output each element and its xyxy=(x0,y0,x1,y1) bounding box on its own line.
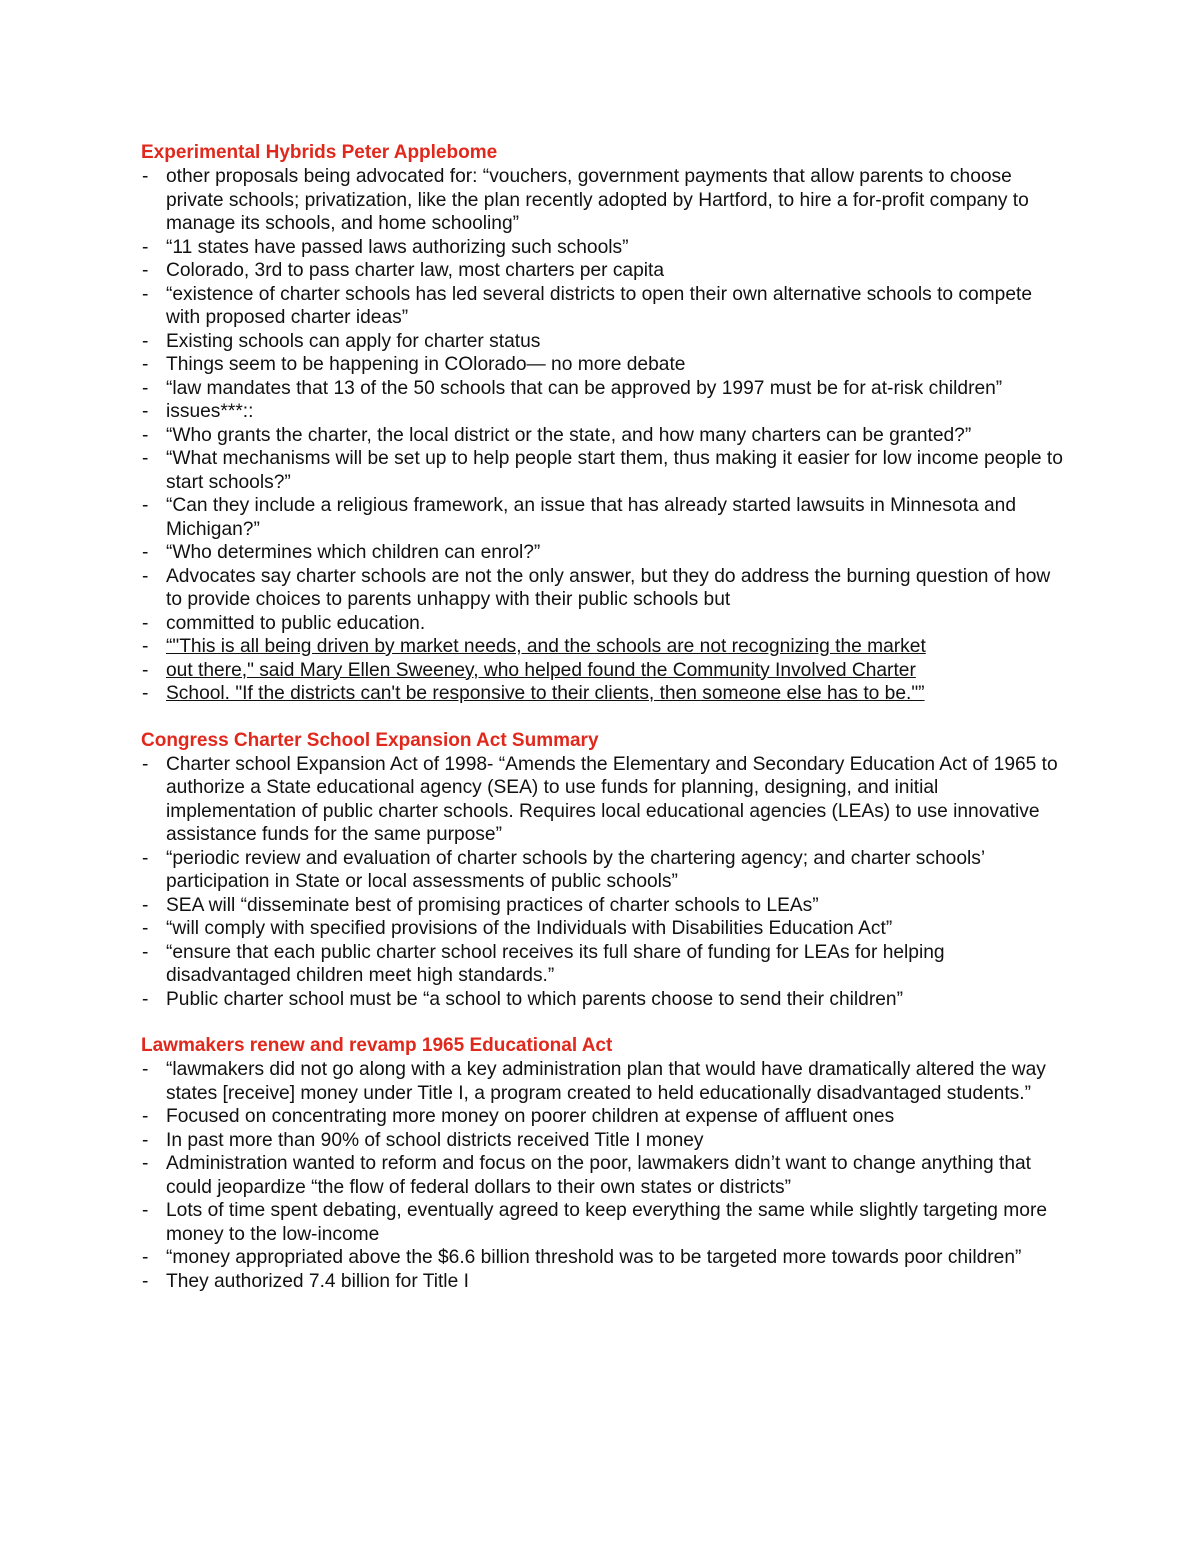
section-title: Congress Charter School Expansion Act Summary xyxy=(141,729,599,751)
document-page xyxy=(141,141,1071,1293)
list-item: - Existing schools can apply for charter status xyxy=(141,330,1071,354)
list-item: - Things seem to be happening in COlorado— no more debate xyxy=(141,353,1071,377)
list-item: - They authorized 7.4 billion for Title I xyxy=(141,1270,1071,1294)
list-item-quote: - “"This is all being driven by market needs, and the schools are not recognizing the market xyxy=(141,635,1071,659)
list-item-quote: - School. "If the districts can't be responsive to their clients, then someone else has to be."” xyxy=(141,682,1071,706)
list-item: - “ensure that each public charter school receives its full share of funding for LEAs for helping disadvantaged children meet high standards.” xyxy=(141,941,1071,988)
list-item: - “Who grants the charter, the local district or the state, and how many charters can be granted?” xyxy=(141,424,1071,448)
list-item: - committed to public education. xyxy=(141,612,1071,636)
list-item: - Charter school Expansion Act of 1998- “Amends the Elementary and Secondary Education Act of 1965 to authorize a State educational agency (SEA) to use funds for planning, designing, and initial implementation of public charter schools. Requires local educational agencies (LEAs) to use innovative assistance funds for the same purpose” xyxy=(141,753,1071,847)
list-item-quote: - out there," said Mary Ellen Sweeney, who helped found the Community Involved Charter xyxy=(141,659,1071,683)
list-item: - “Who determines which children can enrol?” xyxy=(141,541,1071,565)
list-item: - Lots of time spent debating, eventually agreed to keep everything the same while slightly targeting more money to the low-income xyxy=(141,1199,1071,1246)
list-item: - “will comply with specified provisions of the Individuals with Disabilities Education Act” xyxy=(141,917,1071,941)
section-title: Lawmakers renew and revamp 1965 Educational Act xyxy=(141,1035,613,1056)
section-lawmakers-renew xyxy=(141,1034,1071,1293)
list-item: - “periodic review and evaluation of charter schools by the chartering agency; and charter schools’ participation in State or local assessments of public schools” xyxy=(141,847,1071,894)
list-item: - other proposals being advocated for: “vouchers, government payments that allow parents to choose private schools; privatization, like the plan recently adopted by Hartford, to hire a for-profit company to manage its schools, and home schooling” xyxy=(141,165,1071,236)
bullet-list xyxy=(141,753,1071,1012)
list-item: - “existence of charter schools has led several districts to open their own alternative schools to compete with proposed charter ideas” xyxy=(141,283,1071,330)
list-item: - “Can they include a religious framework, an issue that has already started lawsuits in Minnesota and Michigan?” xyxy=(141,494,1071,541)
list-item: - “lawmakers did not go along with a key administration plan that would have dramatically altered the way states [receive] money under Title I, a program created to held educationally disadvantaged students.” xyxy=(141,1058,1071,1105)
section-experimental-hybrids xyxy=(141,141,1071,706)
section-title: Experimental Hybrids Peter Applebome xyxy=(141,142,498,163)
list-item: - “11 states have passed laws authorizing such schools” xyxy=(141,236,1071,260)
list-item: - Focused on concentrating more money on poorer children at expense of affluent ones xyxy=(141,1105,1071,1129)
list-item: - Colorado, 3rd to pass charter law, most charters per capita xyxy=(141,259,1071,283)
list-item: - Advocates say charter schools are not the only answer, but they do address the burning question of how to provide choices to parents unhappy with their public schools but xyxy=(141,565,1071,612)
list-item: - Administration wanted to reform and focus on the poor, lawmakers didn’t want to change anything that could jeopardize “the flow of federal dollars to their own states or districts” xyxy=(141,1152,1071,1199)
list-item: - “What mechanisms will be set up to help people start them, thus making it easier for low income people to start schools?” xyxy=(141,447,1071,494)
list-item: - SEA will “disseminate best of promising practices of charter schools to LEAs” xyxy=(141,894,1071,918)
list-item: - In past more than 90% of school districts received Title I money xyxy=(141,1129,1071,1153)
bullet-list xyxy=(141,1058,1071,1293)
list-item: - “law mandates that 13 of the 50 schools that can be approved by 1997 must be for at-risk children” xyxy=(141,377,1071,401)
list-item: - issues***:: xyxy=(141,400,1071,424)
bullet-list xyxy=(141,165,1071,706)
list-item: - “money appropriated above the $6.6 billion threshold was to be targeted more towards poor children” xyxy=(141,1246,1071,1270)
section-congress-expansion-act xyxy=(141,729,1071,1012)
list-item: - Public charter school must be “a school to which parents choose to send their children” xyxy=(141,988,1071,1012)
